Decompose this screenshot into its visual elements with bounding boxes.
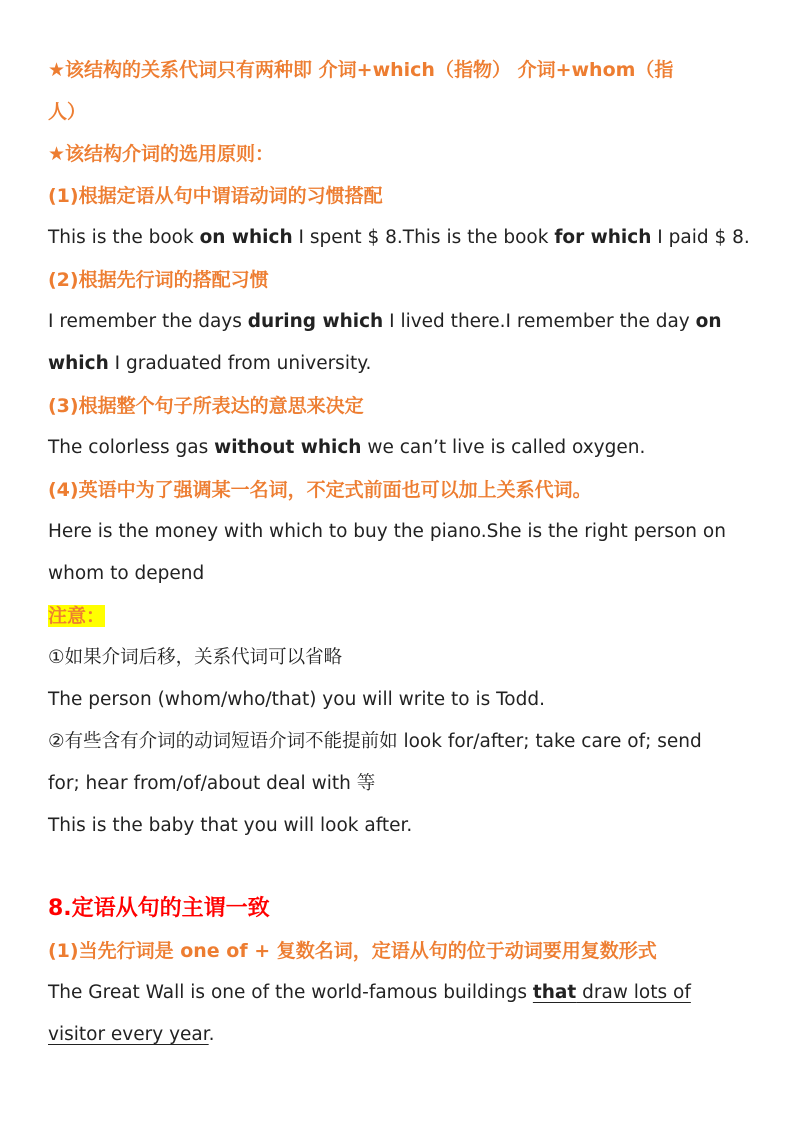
principle-4-title: (4)英语中为了强调某一名词，不定式前面也可以加上关系代词。 <box>48 479 592 501</box>
bold-phrase: which <box>48 353 109 374</box>
underlined-bold-word: that <box>532 982 577 1003</box>
principle-2-example-line1 <box>48 309 722 335</box>
section-8-heading: 8.定语从句的主谓一致 <box>48 896 270 921</box>
principle-3-example <box>48 435 645 461</box>
bold-phrase: on <box>695 311 722 332</box>
note-1-example: The person (whom/who/that) you will write to is Todd. <box>48 689 545 710</box>
highlighted-label: 注意： <box>48 605 106 627</box>
principle-title: ★该结构介词的选用原则： <box>48 143 275 165</box>
text-segment: I paid $ 8. <box>651 227 750 248</box>
principle-1-example <box>48 225 750 251</box>
text-segment: This is the book <box>48 227 200 248</box>
text-segment: I spent $ 8.This is the book <box>292 227 555 248</box>
section-8-example-line2 <box>48 1022 215 1048</box>
note-1: ①如果介词后移，关系代词可以省略 <box>48 647 343 668</box>
underlined-phrase: draw lots of <box>576 982 691 1003</box>
bold-phrase: on which <box>199 227 293 248</box>
principle-4-example-line1: Here is the money with which to buy the piano.She is the right person on <box>48 521 726 542</box>
bold-phrase: for which <box>554 227 652 248</box>
text-segment: The colorless gas <box>48 437 215 458</box>
text-segment: . <box>208 1024 215 1045</box>
text-segment: I graduated from university. <box>108 353 372 374</box>
text-segment: we can’t live is called oxygen. <box>361 437 646 458</box>
underlined-phrase: visitor every year <box>48 1024 209 1045</box>
principle-2-example-line2 <box>48 351 371 377</box>
principle-3-title: (3)根据整个句子所表达的意思来决定 <box>48 395 364 417</box>
structure-note: ★该结构的关系代词只有两种即 介词+which（指物） 介词+whom（指 <box>48 59 674 81</box>
note-2-line2: for; hear from/of/about deal with 等 <box>48 773 376 794</box>
section-8-example-line1 <box>48 980 691 1006</box>
note-2-line1: ②有些含有介词的动词短语介词不能提前如 look for/after; take care of; send <box>48 731 702 752</box>
principle-2-title: (2)根据先行词的搭配习惯 <box>48 269 269 291</box>
bold-phrase: during which <box>247 311 384 332</box>
notes-label <box>48 603 105 629</box>
principle-4-example-line2: whom to depend <box>48 563 205 584</box>
text-segment: I lived there.I remember the day <box>383 311 696 332</box>
section-8-rule-1-title: (1)当先行词是 one of + 复数名词，定语从句的位于动词要用复数形式 <box>48 940 657 962</box>
principle-1-title: (1)根据定语从句中谓语动词的习惯搭配 <box>48 185 383 207</box>
note-2-example: This is the baby that you will look after. <box>48 815 413 836</box>
structure-note-cont: 人） <box>48 101 87 123</box>
text-segment: I remember the days <box>48 311 248 332</box>
bold-phrase: without which <box>214 437 362 458</box>
text-segment: The Great Wall is one of the world-famous buildings <box>48 982 533 1003</box>
